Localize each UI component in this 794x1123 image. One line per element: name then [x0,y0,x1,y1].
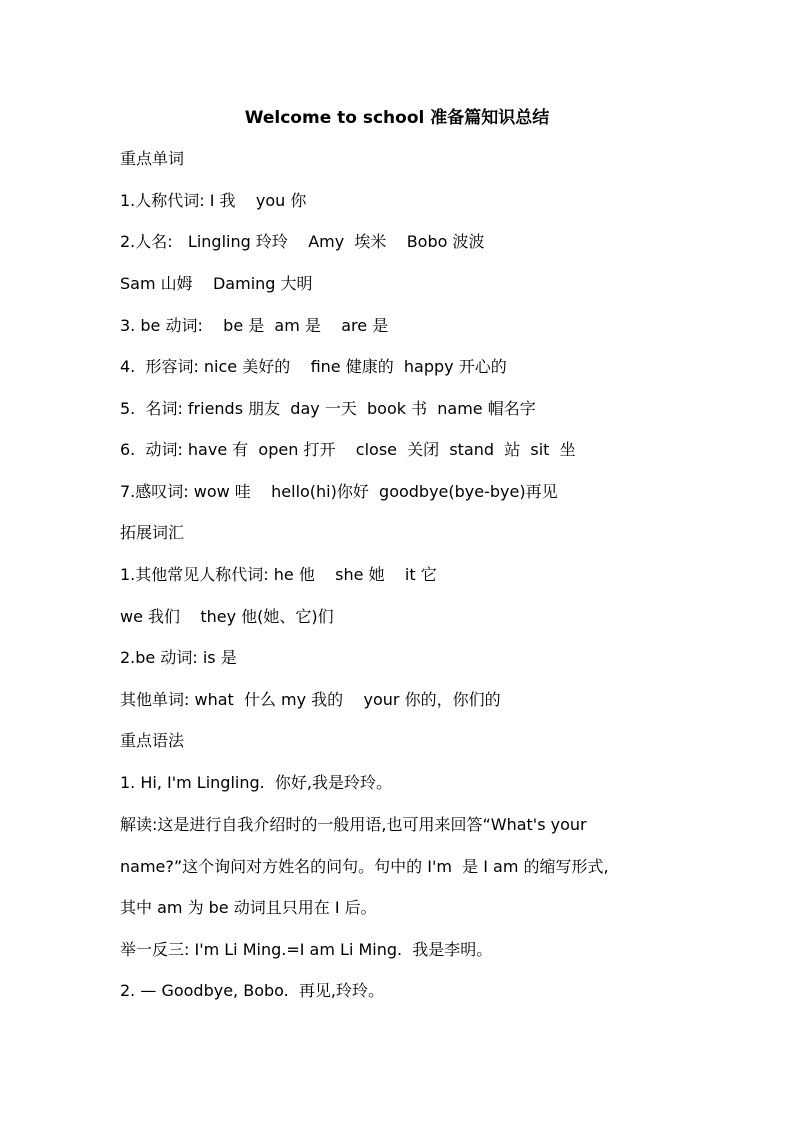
text-line: 解读:这是进行自我介绍时的一般用语,也可用来回答“What's your [120,815,587,834]
text-line: 举一反三: I'm Li Ming.=I am Li Ming. 我是李明。 [120,940,493,959]
text-line: we 我们 they 他(她、它)们 [120,607,334,626]
text-line: 1. Hi, I'm Lingling. 你好,我是玲玲。 [120,773,392,792]
text-line: Sam 山姆 Daming 大明 [120,274,313,293]
text-line: 2.人名: Lingling 玲玲 Amy 埃米 Bobo 波波 [120,232,485,251]
text-line: 5. 名词: friends 朋友 day 一天 book 书 name 帽名字 [120,399,536,418]
text-line: 4. 形容词: nice 美好的 fine 健康的 happy 开心的 [120,357,507,376]
text-line: 3. be 动词: be 是 am 是 are 是 [120,316,389,335]
text-line: 1.人称代词: I 我 you 你 [120,191,307,210]
text-line: 2. — Goodbye, Bobo. 再见,玲玲。 [120,981,384,1000]
section-heading-key-grammar: 重点语法 [120,731,185,750]
section-heading-key-words: 重点单词 [120,149,185,168]
section-heading-extended-vocabulary: 拓展词汇 [120,523,185,542]
text-line: 2.be 动词: is 是 [120,648,237,667]
text-line: 7.感叹词: wow 哇 hello(hi)你好 goodbye(bye-bye)再见 [120,482,558,501]
text-line: 6. 动词: have 有 open 打开 close 关闭 stand 站 sit 坐 [120,440,576,459]
page-title: Welcome to school 准备篇知识总结 [244,108,550,128]
text-line: 其中 am 为 be 动词且只用在 I 后。 [120,898,377,917]
text-line: 其他单词: what 什么 my 我的 your 你的，你们的 [120,690,501,709]
text-line: 1.其他常见人称代词: he 他 she 她 it 它 [120,565,437,584]
text-line: name?”这个询问对方姓名的问句。句中的 I'm 是 I am 的缩写形式, [120,857,609,876]
